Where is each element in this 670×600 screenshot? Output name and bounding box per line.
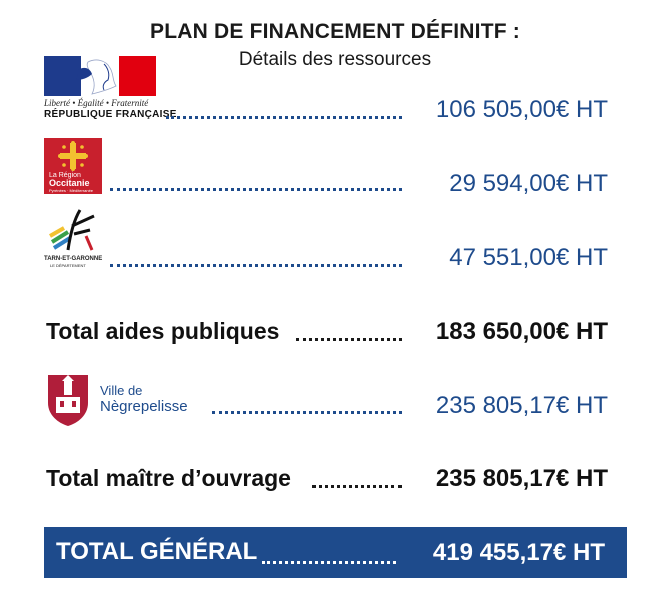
occitanie-line3: Pyrénées · Méditerranée [49,188,94,193]
marianne-logo [44,56,177,120]
ville-negrepelisse-logo [46,373,206,429]
leader-dots [166,116,402,119]
occitanie-line1: La Région [49,172,81,179]
leader-dots [110,264,402,267]
marianne-icon [44,56,156,96]
ville-line1: Ville de [100,383,143,398]
funder-row-etat [0,56,670,126]
total-public-amount: 183 650,00€ HT [435,318,608,345]
region-occitanie-logo [44,138,102,194]
tg-line2: LE DÉPARTEMENT [50,263,86,268]
funder-row-region [0,138,670,198]
tg-line1: TARN-ET-GARONNE [44,256,103,262]
grand-total-label: TOTAL GÉNÉRAL [56,538,258,565]
leader-dots [296,338,402,341]
funder-amount: 29 594,00€ HT [449,170,608,197]
owner-row [0,373,670,433]
owner-amount: 235 805,17€ HT [435,392,608,419]
occitan-cross-icon [58,141,88,171]
marianne-motto: Liberté • Égalité • Fraternité [44,98,149,108]
total-owner-amount: 235 805,17€ HT [435,465,608,492]
grand-total-bar [44,527,627,578]
page-title: PLAN DE FINANCEMENT DÉFINITF : [150,20,520,43]
leader-dots [312,485,402,488]
funder-amount: 47 551,00€ HT [449,244,608,271]
leader-dots [110,188,402,191]
marianne-name: RÉPUBLIQUE FRANÇAISE [44,109,177,120]
occitanie-line2: Occitanie [49,178,90,188]
ville-shield-icon [46,373,90,427]
total-public-label: Total aides publiques [46,318,280,344]
tarn-et-garonne-icon [46,206,102,254]
funder-row-departement [0,206,670,276]
leader-dots [212,411,402,414]
page-subtitle: Détails des ressources [238,49,432,70]
total-owner-row [0,465,670,499]
grand-total-amount: 419 455,17€ HT [432,539,605,566]
leader-dots [262,561,396,564]
ville-line2: Nègrepelisse [100,398,188,415]
total-public-row [0,318,670,352]
total-owner-label: Total maître d’ouvrage [46,465,291,491]
funder-amount: 106 505,00€ HT [435,96,608,123]
tarn-et-garonne-logo [44,206,104,272]
